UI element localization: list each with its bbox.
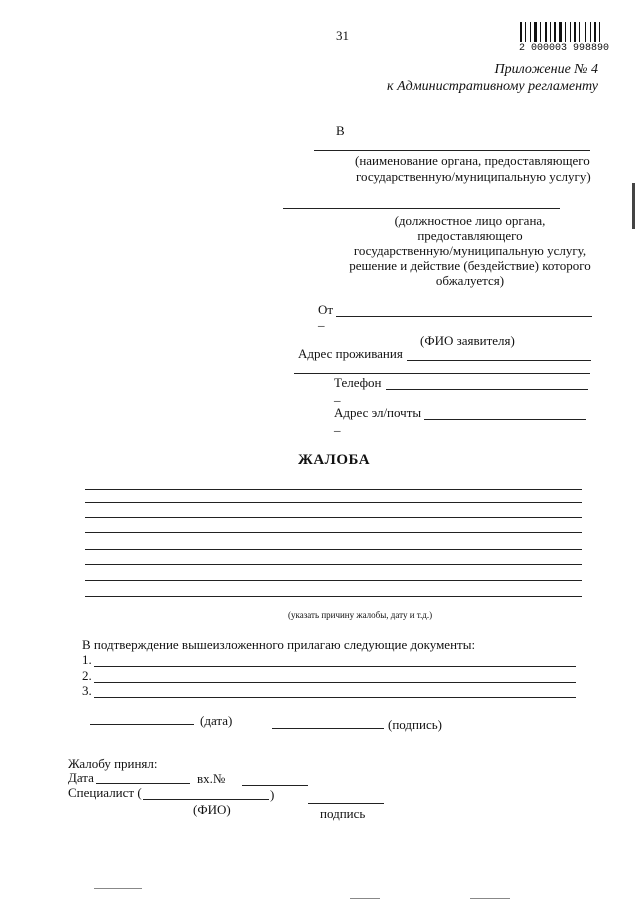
fio-caption: (ФИО заявителя) [420, 333, 515, 348]
incoming-number-line[interactable] [242, 785, 308, 786]
barcode-bar [545, 22, 547, 42]
from-label: От [318, 302, 334, 317]
official-caption-4: решение и действие (бездействие) которого [349, 258, 591, 273]
from-line[interactable] [336, 316, 592, 317]
official-caption-3: государственную/муниципальную услугу, [353, 243, 587, 258]
attachment-line-3[interactable] [94, 697, 576, 698]
org-name-line[interactable] [314, 150, 590, 151]
barcode-bar [565, 22, 566, 42]
complaint-line[interactable] [85, 596, 582, 597]
official-caption-1: (должностное лицо органа, [394, 213, 546, 228]
address-line-1[interactable] [407, 360, 591, 361]
scan-artifact [470, 898, 510, 899]
scan-artifact [94, 888, 142, 889]
signature-caption: (подпись) [388, 717, 442, 732]
attachment-number-1: 1. [82, 652, 92, 667]
complaint-line[interactable] [85, 564, 582, 565]
barcode-bar [554, 22, 556, 42]
accepted-title: Жалобу принял: [68, 756, 158, 771]
specialist-fio-caption: (ФИО) [193, 802, 231, 817]
attachment-number-2: 2. [82, 668, 92, 683]
from-line-dash: _ [318, 313, 325, 328]
barcode-bar [520, 22, 522, 42]
barcode-bar [559, 22, 562, 42]
barcode-bar [525, 22, 526, 42]
org-caption-1: (наименование органа, предоставляющего [355, 153, 590, 168]
barcode-bar [570, 22, 571, 42]
incoming-number-label: вх.№ [197, 771, 226, 786]
official-caption-2: предоставляющего [417, 228, 523, 243]
official-caption-5: обжалуется) [435, 273, 505, 288]
barcode-bar [579, 22, 580, 42]
to-label: В [336, 123, 345, 138]
org-caption-2: государственную/муниципальную услугу) [356, 169, 591, 184]
barcode-bar [534, 22, 537, 42]
accepted-signature-caption: подпись [320, 806, 366, 821]
appendix-line-2: к Административному регламенту [387, 79, 598, 94]
page-number: 31 [336, 28, 349, 43]
attachments-intro: В подтверждение вышеизложенного прилагаю следующие документы: [82, 637, 476, 652]
signature-line[interactable] [272, 728, 384, 729]
appendix-line-1: Приложение № 4 [494, 62, 598, 77]
specialist-close-paren: ) [270, 787, 275, 802]
complaint-line[interactable] [85, 549, 582, 550]
email-label: Адрес эл/почты [334, 405, 422, 420]
address-line-2[interactable] [294, 373, 590, 374]
barcode-bar [540, 22, 541, 42]
complaint-line[interactable] [85, 532, 582, 533]
accepted-date-line[interactable] [96, 783, 190, 784]
complaint-title: ЖАЛОБА [298, 452, 371, 468]
email-line[interactable] [424, 419, 586, 420]
attachment-line-2[interactable] [94, 682, 576, 683]
scan-artifact [350, 898, 380, 899]
barcode-bar [594, 22, 596, 42]
accepted-signature-line[interactable] [308, 803, 384, 804]
barcode-bar [590, 22, 591, 42]
scan-edge-mark [632, 183, 635, 229]
phone-label: Телефон [334, 375, 382, 390]
complaint-line[interactable] [85, 502, 582, 503]
barcode-bar [530, 22, 531, 42]
complaint-line[interactable] [85, 517, 582, 518]
phone-line-dash: _ [334, 388, 341, 403]
phone-line[interactable] [386, 389, 588, 390]
address-label: Адрес проживания [298, 346, 403, 361]
complaint-line[interactable] [85, 580, 582, 581]
official-line[interactable] [283, 208, 560, 209]
date-caption: (дата) [200, 713, 233, 728]
barcode-bar [585, 22, 586, 42]
accepted-date-label: Дата [68, 770, 94, 785]
barcode [520, 22, 602, 42]
barcode-number: 2 000003 998890 [519, 43, 610, 54]
reason-caption: (указать причину жалобы, дату и т.д.) [288, 610, 433, 620]
date-line[interactable] [90, 724, 194, 725]
attachment-line-1[interactable] [94, 666, 576, 667]
attachment-number-3: 3. [82, 683, 92, 698]
specialist-label: Специалист ( [68, 785, 142, 800]
barcode-bar [574, 22, 576, 42]
barcode-bar [550, 22, 551, 42]
email-line-dash: _ [334, 418, 341, 433]
specialist-line[interactable] [143, 799, 269, 800]
barcode-bar [599, 22, 600, 42]
complaint-line[interactable] [85, 489, 582, 490]
